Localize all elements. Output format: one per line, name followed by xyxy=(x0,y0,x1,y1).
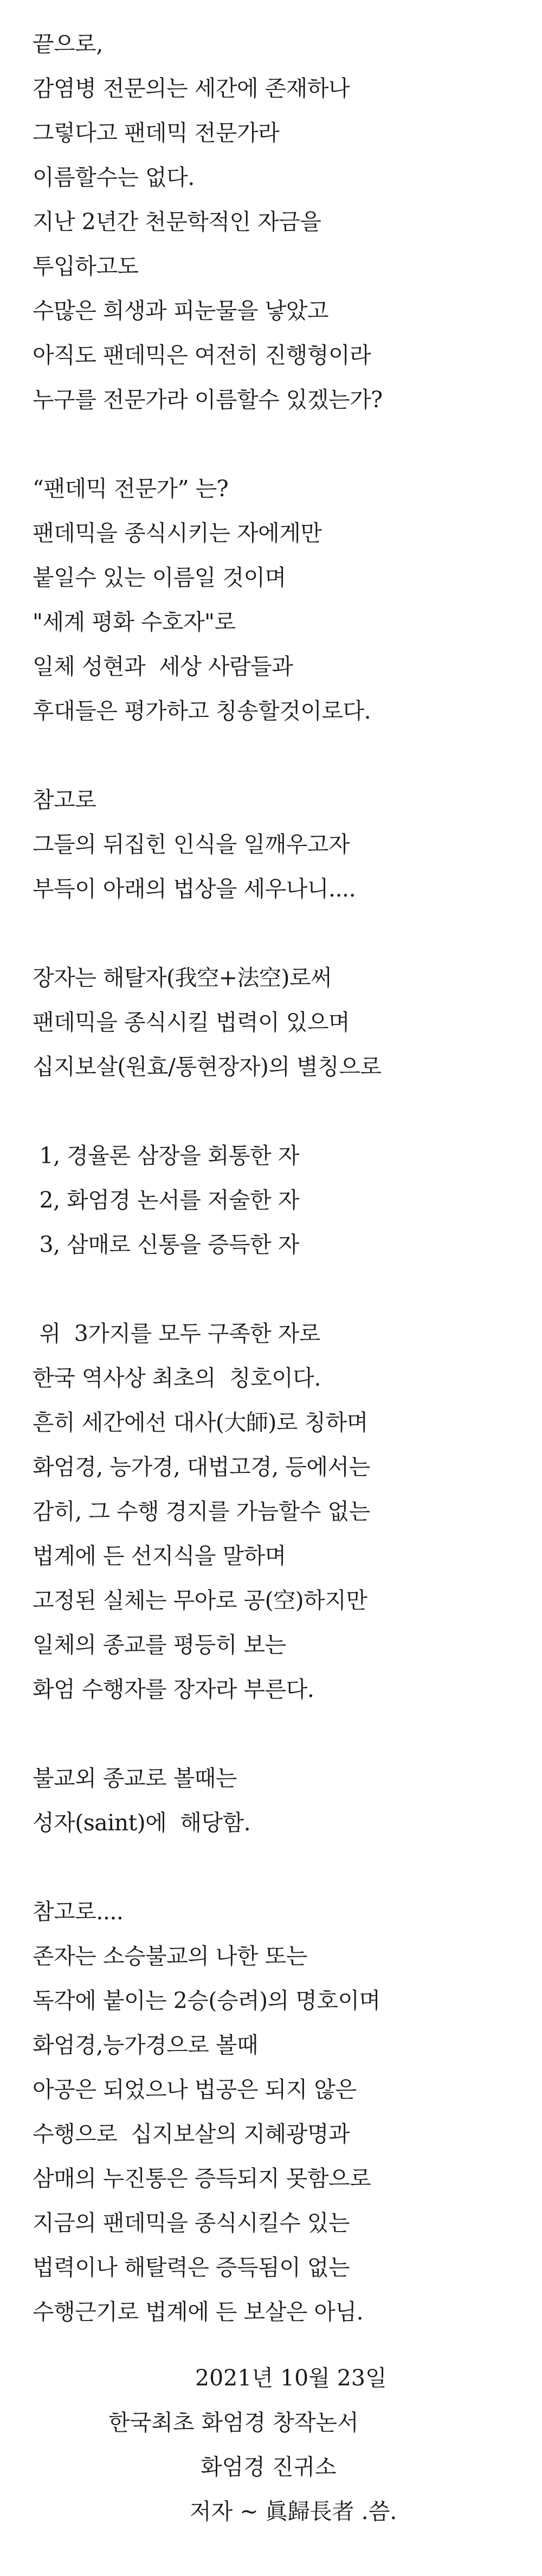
text-line: 십지보살(원효/통현장자)의 별칭으로 xyxy=(33,1054,382,1080)
text-line: 붙일수 있는 이름일 것이며 xyxy=(33,565,286,591)
signature-title: 한국최초 화엄경 창작논서 xyxy=(108,2410,359,2436)
paragraph xyxy=(33,1133,526,1267)
text-line: 고정된 실체는 무아로 공(空)하지만 xyxy=(33,1587,367,1613)
text-line: 화엄경, 능가경, 대법고경, 등에서는 xyxy=(33,1454,370,1480)
text-line: 부득이 아래의 법상을 세우나니.... xyxy=(33,876,356,902)
text-line: 법계에 든 선지식을 말하며 xyxy=(33,1543,286,1569)
paragraph-spacer xyxy=(33,911,526,956)
text-line: 성자(saint)에 해당함. xyxy=(33,1810,251,1836)
paragraph xyxy=(33,1311,526,1712)
paragraph-spacer xyxy=(33,1267,526,1311)
text-line: 위 3가지를 모두 구족한 자로 xyxy=(33,1321,320,1347)
text-line: 삼매의 누진통은 증득되지 못함으로 xyxy=(33,2165,371,2191)
text-line: 3, 삼매로 신통을 증득한 자 xyxy=(33,1232,299,1258)
text-line: 화엄경,능가경으로 볼때 xyxy=(33,2032,259,2058)
paragraph xyxy=(33,778,526,911)
text-line: 투입하고도 xyxy=(33,253,139,279)
text-line: 2, 화엄경 논서를 저술한 자 xyxy=(33,1187,299,1213)
text-line: 그렇다고 팬데믹 전문가라 xyxy=(33,120,280,146)
text-line: 지난 2년간 천문학적인 자금을 xyxy=(33,209,321,235)
paragraph-spacer xyxy=(33,1845,526,1889)
text-line: 팬데믹을 종식시키는 자에게만 xyxy=(33,520,322,546)
text-line: 수행으로 십지보살의 지혜광명과 xyxy=(33,2121,350,2147)
signature-author: 저자 ~ 眞歸長者 .씀. xyxy=(190,2498,397,2524)
document-body xyxy=(33,22,526,2334)
text-line: 팬데믹을 종식시킬 법력이 있으며 xyxy=(33,1009,350,1035)
text-line: 수많은 희생과 피눈물을 낳았고 xyxy=(33,298,328,324)
text-line: 참고로 xyxy=(33,787,96,813)
paragraph xyxy=(33,22,526,422)
text-line: 수행근기로 법계에 든 보살은 아님. xyxy=(33,2299,364,2325)
paragraph xyxy=(33,466,526,733)
text-line: 아직도 팬데믹은 여전히 진행형이라 xyxy=(33,342,371,368)
paragraph-spacer xyxy=(33,733,526,778)
text-line: 후대들은 평가하고 칭송할것이로다. xyxy=(33,698,371,724)
text-line: 아공은 되었으나 법공은 되지 않은 xyxy=(33,2077,357,2103)
text-line: 참고로.... xyxy=(33,1899,124,1925)
paragraph xyxy=(33,1889,526,2334)
signature-subtitle: 화엄경 진귀소 xyxy=(201,2454,337,2480)
text-line: 그들의 뒤집힌 인식을 일깨우고자 xyxy=(33,831,350,857)
text-line: “팬데믹 전문가” 는? xyxy=(33,476,229,502)
text-line: 일체 성현과 세상 사람들과 xyxy=(33,653,293,680)
text-line: 존자는 소승불교의 나한 또는 xyxy=(33,1943,307,1969)
text-line: 흔히 세간에선 대사(大師)로 칭하며 xyxy=(33,1409,368,1436)
text-line: 화엄 수행자를 장자라 부른다. xyxy=(33,1676,314,1702)
text-line: 장자는 해탈자(我空+法空)로써 xyxy=(33,965,332,991)
text-line: 일체의 종교를 평등히 보는 xyxy=(33,1632,286,1658)
text-line: 감히, 그 수행 경지를 가늠할수 없는 xyxy=(33,1498,370,1524)
text-line: 1, 경율론 삼장을 회통한 자 xyxy=(33,1143,299,1169)
text-line: 불교외 종교로 볼때는 xyxy=(33,1765,237,1791)
text-line: 감염병 전문의는 세간에 존재하나 xyxy=(33,75,350,101)
paragraph xyxy=(33,956,526,1089)
text-line: 한국 역사상 최초의 칭호이다. xyxy=(33,1365,321,1391)
paragraph-spacer xyxy=(33,422,526,466)
text-line: 독각에 붙이는 2승(승려)의 명호이며 xyxy=(33,1988,380,2014)
text-line: "세계 평화 수호자"로 xyxy=(33,609,236,635)
text-line: 이름할수는 없다. xyxy=(33,164,195,190)
text-line: 법력이나 해탈력은 증득됨이 없는 xyxy=(33,2254,350,2280)
signature-date: 2021년 10월 23일 xyxy=(195,2365,387,2391)
text-line: 끝으로, xyxy=(33,31,103,57)
paragraph xyxy=(33,1756,526,1845)
paragraph-spacer xyxy=(33,1712,526,1756)
text-line: 지금의 팬데믹을 종식시킬수 있는 xyxy=(33,2210,350,2236)
signature-block xyxy=(33,2356,526,2534)
text-line: 누구를 전문가라 이름할수 있겠는가? xyxy=(33,387,383,413)
paragraph-spacer xyxy=(33,1089,526,1133)
